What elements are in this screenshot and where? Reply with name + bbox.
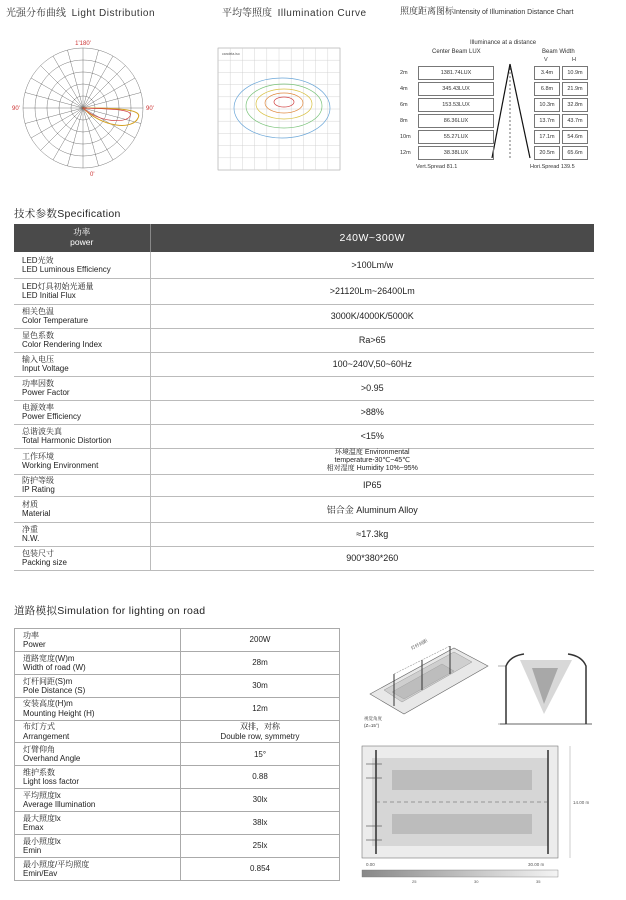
polar-spoke [83,56,113,108]
center-lux-value: 86.36LUX [418,114,494,128]
beam-v-value: 3.4m [534,66,560,80]
road-table [14,628,340,881]
road-value: 双排，对称 [240,721,280,731]
road-label-en: Pole Distance (S) [23,685,86,695]
spec-label-cn: 显色系数 [22,330,54,340]
road-value: 0.854 [249,864,271,874]
road-value: 25lx [252,841,268,851]
plan-left-label: 0.00 [366,862,375,867]
road-label-cn: 道路宽度(W)m [23,653,75,663]
spec-label-cn: 防护等级 [22,475,54,485]
spec-label-cn: 包装尺寸 [22,548,54,558]
distance-chart-title: Illuminance at a distance [470,40,537,46]
spec-label-en: Color Rendering Index [22,340,103,349]
road-label-en: Emin/Eav [23,868,58,878]
road-row [15,743,340,766]
distance-label: 8m [400,118,408,124]
road-label-cn: 安装高度(H)m [23,699,73,709]
spec-value: 900*380*260 [150,546,594,570]
spec-value: <15% [150,424,594,448]
col-center-beam: Center Beam LUX [432,49,481,55]
center-lux-value: 345.43LUX [418,82,494,96]
road-cross-section [496,644,596,734]
road-row [15,857,340,880]
spec-label-cn: 相关色温 [22,306,54,316]
spec-label-en: Power Factor [22,388,70,397]
col-beam-width: Beam Width [542,49,575,55]
beam-v-value: 6.8m [534,82,560,96]
road-label-cn: 布灯方式 [23,722,55,732]
spec-value: 3000K/4000K/5000K [150,304,594,328]
road-label-cn: 最小照度/平均照度 [23,859,90,869]
beam-h-value: 54.6m [562,130,588,144]
spec-label-cn: LED光效 [22,255,54,265]
road-label-cn: 平均照度lx [23,790,61,800]
road-label-en: Power [23,639,46,649]
road-label-cn: 灯臂仰角 [23,745,55,755]
road-label-cn: 功率 [23,630,39,640]
spec-label-cn: 总谐波失真 [22,426,62,436]
polar-left-label: 90' [12,106,20,112]
polar-spoke [25,92,83,108]
road-label-en: Average Illumination [23,800,96,810]
spec-head-en: power [70,237,94,247]
spec-label-cn: 电源效率 [22,402,54,412]
env-line-1: 环境温度 Environmental [334,449,410,457]
spec-label-en: Color Temperature [22,316,89,325]
spec-row [14,304,594,328]
spec-label-en: Working Environment [22,461,99,470]
road-row [15,651,340,674]
polar-spoke [83,66,125,108]
polar-right-label: 90' [146,106,154,112]
spec-table [14,224,594,571]
vert-spread: Vert.Spread 81.1 [416,164,458,170]
road-label-cn: 灯杆间距(S)m [23,676,73,686]
polar-spoke [41,108,83,150]
road-row [15,789,340,812]
road-value: 28m [252,658,268,668]
spec-value: >88% [150,400,594,424]
distance-chart-header: 照度距离图标Intensity of Illumination Distance Chart [400,6,574,16]
road-value-en: Double row, symmetry [220,731,300,741]
road-label-en: Mounting Height (H) [23,708,95,718]
env-line-3: 相对湿度 Humidity 10%~95% [326,464,418,472]
spec-row [14,424,594,448]
beam-h-value: 32.8m [562,98,588,112]
spec-row [14,496,594,522]
road-plan-view [352,742,592,884]
polar-spoke [67,50,83,108]
pole-distance-label: 灯杆间距 [410,638,429,651]
spec-value: >21120Lm~26400Lm [150,278,594,304]
beam-h-value: 10.9m [562,66,588,80]
road-value: 30m [252,680,268,690]
polar-spoke [53,56,83,108]
spec-value: Ra>65 [150,328,594,352]
polar-spoke [83,108,135,138]
spec-label-cn: 功率因数 [22,378,54,388]
polar-spoke [83,108,125,150]
scale-label-1: 30 [474,879,479,884]
beam-v-value: 13.7m [534,114,560,128]
angle-value: (Z=15°) [364,723,380,728]
angle-label: 视觉角度 [364,716,382,721]
spec-label-cn: LED灯具初始光通量 [22,281,94,291]
spec-row [14,546,594,570]
hori-spread: Hori.Spread 139.5 [530,164,575,170]
scale-label-0: 25 [412,879,417,884]
road-row [15,835,340,858]
center-lux-value: 38.38LUX [418,146,494,160]
road-label-en: Emin [23,845,42,855]
road-value: 38lx [252,818,268,828]
road-row [15,674,340,697]
polar-spoke [83,78,135,108]
road-value: 0.88 [252,772,268,782]
center-lux-value: 55.27LUX [418,130,494,144]
road-label-cn: 最大照度lx [23,813,61,823]
road-value: 30lx [252,795,268,805]
spec-head-row [14,224,594,252]
beam-v-value: 10.3m [534,98,560,112]
spec-label-en: Input Voltage [22,364,69,373]
spec-row [14,376,594,400]
road-label-cn: 维护系数 [23,768,55,778]
center-lux-value: 153.53LUX [418,98,494,112]
spec-label-en: Material [22,509,51,518]
spec-value: ≈17.3kg [150,522,594,546]
road-section-title: 道路模拟Simulation for lighting on road [14,605,206,617]
spec-row [14,474,594,496]
polar-spoke [83,50,99,108]
polar-spoke [41,66,83,108]
road-label-en: Emax [23,823,44,833]
iso-corner-label: candela.iso [222,52,240,56]
spec-row [14,400,594,424]
spec-label-en: IP Rating [22,485,55,494]
road-label-en: Arrangement [23,731,70,741]
road-row [15,812,340,835]
spec-value: IP65 [150,474,594,496]
polar-spoke [53,108,83,160]
spec-head-value: 240W~300W [150,224,594,252]
spec-head-cn: 功率 [73,227,91,238]
distance-label: 10m [400,134,411,140]
road-label-en: Light loss factor [23,777,80,787]
spec-value: 100~240V,50~60Hz [150,352,594,376]
beam-v-value: 20.5m [534,146,560,160]
distance-chart [396,38,624,178]
spec-row [14,522,594,546]
spec-label-en: Total Harmonic Distortion [22,436,112,445]
spec-label-cn: 净重 [22,524,38,534]
spec-label-cn: 工作环境 [22,451,54,461]
scale-label-2: 35 [536,879,541,884]
spec-label-cn: 材质 [22,499,38,509]
spec-label-en: Power Efficiency [22,412,81,421]
distance-label: 12m [400,150,411,156]
spec-row [14,278,594,304]
distance-label: 2m [400,70,408,76]
road-label-en: Width of road (W) [23,662,86,672]
plan-right-label: 30.00 m [528,862,545,867]
light-distribution-header: 光强分布曲线 Light Distribution [6,8,156,19]
spec-row [14,328,594,352]
spec-label-en: N.W. [22,534,40,543]
beam-h-value: 21.9m [562,82,588,96]
spec-label-cn: 输入电压 [22,354,54,364]
beam-h-value: 43.7m [562,114,588,128]
distance-label: 4m [400,86,408,92]
road-row [15,629,340,652]
spec-value: >100Lm/w [150,252,594,278]
polar-spoke [31,108,83,138]
col-h: H [572,57,576,63]
polar-spoke [31,78,83,108]
spec-row [14,352,594,376]
col-v: V [544,57,548,63]
distance-label: 6m [400,102,408,108]
spec-label-en: LED Initial Flux [22,291,76,300]
spec-value: >0.95 [150,376,594,400]
spec-value: 铝合金 Aluminum Alloy [150,496,594,522]
polar-top-label: 1'180' [75,41,91,47]
road-3d-diagram [362,636,492,732]
polar-bottom-label: 0' [90,172,95,178]
road-value: 15° [253,749,267,759]
polar-spoke [67,108,83,166]
iso-illumination-chart [214,46,344,180]
road-label-cn: 最小照度lx [23,836,61,846]
road-row [15,697,340,720]
spec-label-en: LED Luminous Efficiency [22,264,111,274]
polar-spoke [83,108,113,160]
beam-v-value: 17.1m [534,130,560,144]
spec-section-title: 技术参数Specification [14,208,121,220]
illumination-curve-header: 平均等照度 Illumination Curve [222,8,367,19]
spec-row [14,448,594,474]
env-line-2: temperature-30℃~45℃ [334,457,410,465]
road-value: 200W [249,635,271,645]
lux-scale-bar [362,870,558,877]
polar-spoke [25,108,83,124]
polar-distribution-chart [8,38,158,178]
beam-h-value: 65.6m [562,146,588,160]
spec-row [14,252,594,278]
road-row [15,766,340,789]
road-label-en: Overhand Angle [23,754,81,764]
spec-label-en: Packing size [22,558,67,567]
road-value: 12m [252,703,268,713]
road-row [15,720,340,743]
center-lux-value: 1381.74LUX [418,66,494,80]
polar-spoke [83,92,141,108]
plan-height-label: 14.00 m [573,800,590,805]
